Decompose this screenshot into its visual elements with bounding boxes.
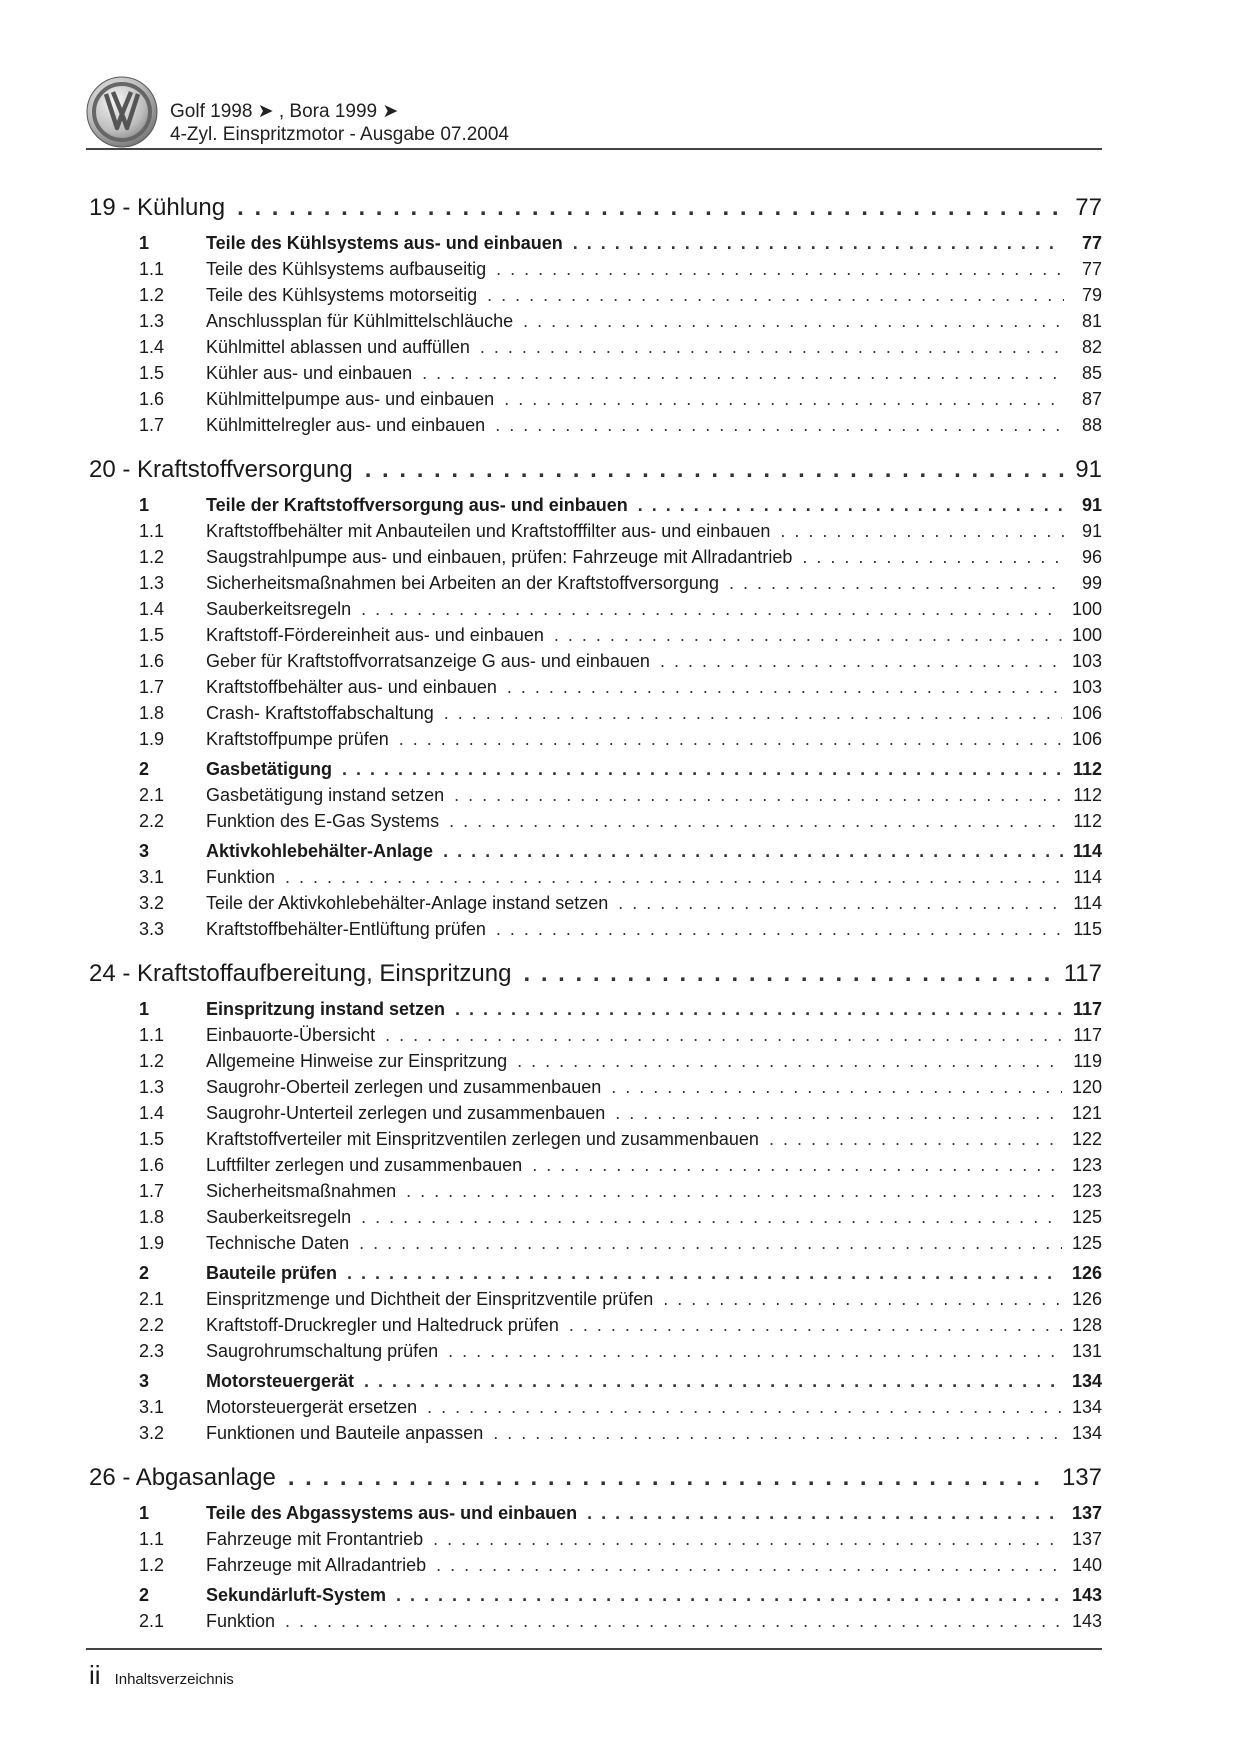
entry-title: Saugrohr-Unterteil zerlegen und zusammenbauen (206, 1103, 606, 1123)
dot-leader (285, 1608, 1062, 1634)
toc-subsection-entry[interactable] (89, 1312, 1102, 1338)
dot-leader (496, 916, 1063, 942)
entry-title: Kraftstoffpumpe prüfen (206, 729, 389, 749)
toc-subsection-entry[interactable] (89, 808, 1102, 834)
entry-title: Fahrzeuge mit Frontantrieb (206, 1529, 424, 1549)
entry-number: 1.5 (139, 363, 165, 383)
toc-chapter-heading[interactable] (89, 956, 1102, 992)
entry-number: 1.6 (139, 651, 165, 671)
entry-number: 1.1 (139, 1529, 165, 1549)
toc-subsection-entry[interactable] (89, 334, 1102, 360)
toc-subsection-entry[interactable] (89, 282, 1102, 308)
dot-leader (406, 1178, 1062, 1204)
dot-leader (618, 890, 1063, 916)
entry-page-number: 123 (1071, 1181, 1102, 1201)
entry-title: Kraftstoffbehälter mit Anbauteilen und Kraftstofffilter aus- und einbauen (206, 521, 771, 541)
dot-leader (780, 518, 1064, 544)
entry-page-number: 88 (1081, 415, 1102, 435)
dot-leader (729, 570, 1064, 596)
dot-leader (361, 596, 1062, 622)
toc-subsection-entry[interactable] (89, 916, 1102, 942)
toc-subsection-entry[interactable] (89, 864, 1102, 890)
entry-title: Sicherheitsmaßnahmen bei Arbeiten an der Kraftstoffversorgung (206, 573, 719, 593)
entry-title: Kraftstoffbehälter-Entlüftung prüfen (206, 919, 486, 939)
entry-page-number: 126 (1071, 1289, 1102, 1309)
toc-subsection-entry[interactable] (89, 700, 1102, 726)
toc-subsection-entry[interactable] (89, 1178, 1102, 1204)
entry-title: Kühler aus- und einbauen (206, 363, 413, 383)
entry-page-number: 131 (1071, 1341, 1102, 1361)
entry-page-number: 99 (1081, 573, 1102, 593)
entry-page-number: 114 (1072, 841, 1102, 861)
entry-title: Technische Daten (206, 1233, 350, 1253)
entry-page-number: 91 (1081, 495, 1102, 515)
entry-page-number: 121 (1071, 1103, 1102, 1123)
entry-page-number: 134 (1071, 1397, 1102, 1417)
toc-subsection-entry[interactable] (89, 622, 1102, 648)
entry-number: 1.4 (139, 337, 165, 357)
entry-page-number: 106 (1071, 703, 1102, 723)
entry-number: 1.8 (139, 1207, 165, 1227)
chapter-title: 26 - Abgasanlage (89, 1464, 276, 1491)
chapter-page-number: 117 (1063, 960, 1102, 987)
entry-page-number: 77 (1081, 259, 1102, 279)
entry-page-number: 114 (1073, 867, 1102, 887)
entry-page-number: 143 (1071, 1611, 1102, 1631)
header-engine-line: 4-Zyl. Einspritzmotor - Ausgabe 07.2004 (170, 124, 510, 145)
dot-leader (422, 360, 1064, 386)
entry-page-number: 112 (1073, 785, 1102, 805)
dot-leader (569, 1312, 1062, 1338)
entry-number: 3.2 (139, 893, 165, 913)
entry-title: Einspritzmenge und Dichtheit der Einspritzventile prüfen (206, 1289, 654, 1309)
dot-leader (396, 1582, 1062, 1608)
entry-number: 1.9 (139, 729, 165, 749)
dot-leader (495, 412, 1064, 438)
entry-title: Bauteile prüfen (206, 1263, 338, 1283)
toc-subsection-entry[interactable] (89, 1394, 1102, 1420)
entry-number: 2.1 (139, 1289, 165, 1309)
footer-divider (86, 1648, 1102, 1650)
toc-section-entry[interactable] (89, 996, 1102, 1022)
dot-leader (480, 334, 1064, 360)
entry-title: Funktionen und Bauteile anpassen (206, 1423, 484, 1443)
entry-number: 1 (139, 233, 150, 253)
entry-number: 1 (139, 495, 150, 515)
dot-leader (237, 190, 1064, 226)
dot-leader (444, 700, 1062, 726)
entry-page-number: 134 (1071, 1371, 1102, 1391)
dot-leader (517, 1048, 1063, 1074)
entry-title: Gasbetätigung (206, 759, 333, 779)
entry-page-number: 143 (1071, 1585, 1102, 1605)
entry-page-number: 125 (1071, 1233, 1102, 1253)
dot-leader (359, 1230, 1062, 1256)
entry-number: 1.4 (139, 1103, 165, 1123)
dot-leader (433, 1526, 1062, 1552)
entry-title: Teile des Abgassystems aus- und einbauen (206, 1503, 578, 1523)
entry-number: 1.7 (139, 677, 165, 697)
entry-number: 1.7 (139, 415, 165, 435)
entry-title: Funktion (206, 867, 276, 887)
toc-section-entry[interactable] (89, 1368, 1102, 1394)
entry-page-number: 114 (1073, 893, 1102, 913)
toc-chapter-heading[interactable] (89, 1460, 1102, 1496)
toc-subsection-entry[interactable] (89, 782, 1102, 808)
entry-number: 3.1 (139, 867, 165, 887)
toc-subsection-entry[interactable] (89, 412, 1102, 438)
entry-number: 1 (139, 1503, 150, 1523)
entry-title: Sekundärluft-System (206, 1585, 387, 1605)
entry-number: 1.5 (139, 1129, 165, 1149)
entry-title: Sauberkeitsregeln (206, 1207, 352, 1227)
entry-page-number: 112 (1073, 811, 1102, 831)
entry-title: Funktion (206, 1611, 276, 1631)
toc-subsection-entry[interactable] (89, 1100, 1102, 1126)
entry-number: 1.2 (139, 547, 165, 567)
toc-subsection-entry[interactable] (89, 544, 1102, 570)
dot-leader (285, 864, 1063, 890)
entry-number: 1.1 (139, 259, 165, 279)
toc-subsection-entry[interactable] (89, 1338, 1102, 1364)
entry-title: Kraftstoffbehälter aus- und einbauen (206, 677, 497, 697)
dot-leader (573, 230, 1064, 256)
toc-section-entry[interactable] (89, 1260, 1102, 1286)
toc-subsection-entry[interactable] (89, 1074, 1102, 1100)
chapter-page-number: 91 (1075, 456, 1102, 483)
toc-section-entry[interactable] (89, 1582, 1102, 1608)
entry-number: 1.5 (139, 625, 165, 645)
entry-title: Kraftstoffverteiler mit Einspritzventilen zerlegen und zusammenbauen (206, 1129, 759, 1149)
entry-number: 1.6 (139, 1155, 165, 1175)
entry-title: Teile des Kühlsystems aus- und einbauen (206, 233, 563, 253)
entry-page-number: 91 (1081, 521, 1102, 541)
entry-title: Teile der Aktivkohlebehälter-Anlage instand setzen (206, 893, 609, 913)
entry-title: Allgemeine Hinweise zur Einspritzung (206, 1051, 508, 1071)
entry-number: 2.1 (139, 785, 165, 805)
dot-leader (523, 308, 1064, 334)
chapter-title: 19 - Kühlung (89, 194, 226, 221)
dot-leader (507, 674, 1062, 700)
footer-page-number: ii (89, 1660, 101, 1690)
entry-number: 2.2 (139, 1315, 165, 1335)
dot-leader (523, 956, 1053, 992)
entry-number: 3 (139, 1371, 150, 1391)
entry-page-number: 126 (1071, 1263, 1102, 1283)
entry-number: 1.9 (139, 1233, 165, 1253)
toc-subsection-entry[interactable] (89, 1230, 1102, 1256)
entry-page-number: 81 (1081, 311, 1102, 331)
entry-page-number: 87 (1081, 389, 1102, 409)
entry-page-number: 103 (1071, 677, 1102, 697)
entry-number: 2.2 (139, 811, 165, 831)
entry-title: Kraftstoff-Druckregler und Haltedruck prüfen (206, 1315, 559, 1335)
entry-title: Crash- Kraftstoffabschaltung (206, 703, 434, 723)
dot-leader (493, 1420, 1062, 1446)
document-title (170, 100, 509, 146)
dot-leader (427, 1394, 1062, 1420)
toc-subsection-entry[interactable] (89, 648, 1102, 674)
entry-page-number: 115 (1073, 919, 1102, 939)
toc-subsection-entry[interactable] (89, 1552, 1102, 1578)
entry-number: 1.3 (139, 573, 165, 593)
entry-title: Teile der Kraftstoffversorgung aus- und einbauen (206, 495, 628, 515)
entry-page-number: 96 (1081, 547, 1102, 567)
page-header (86, 68, 1102, 150)
entry-page-number: 112 (1072, 759, 1102, 779)
dot-leader (342, 756, 1063, 782)
entry-title: Saugstrahlpumpe aus- und einbauen, prüfen: Fahrzeuge mit Allradantrieb (206, 547, 793, 567)
entry-title: Sicherheitsmaßnahmen (206, 1181, 397, 1201)
entry-title: Anschlussplan für Kühlmittelschläuche (206, 311, 514, 331)
toc-subsection-entry[interactable] (89, 1286, 1102, 1312)
dot-leader (455, 996, 1063, 1022)
entry-number: 2.1 (139, 1611, 165, 1631)
entry-number: 2.3 (139, 1341, 165, 1361)
entry-number: 2 (139, 759, 150, 779)
dot-leader (532, 1152, 1062, 1178)
chapter-page-number: 137 (1061, 1464, 1102, 1491)
dot-leader (399, 726, 1062, 752)
entry-title: Fahrzeuge mit Allradantrieb (206, 1555, 427, 1575)
entry-page-number: 125 (1071, 1207, 1102, 1227)
entry-page-number: 123 (1071, 1155, 1102, 1175)
page-footer (89, 1660, 234, 1691)
entry-page-number: 100 (1071, 625, 1102, 645)
entry-number: 1.6 (139, 389, 165, 409)
entry-title: Kühlmittelpumpe aus- und einbauen (206, 389, 495, 409)
chapter-title: 20 - Kraftstoffversorgung (89, 456, 353, 483)
dot-leader (347, 1260, 1062, 1286)
entry-page-number: 128 (1071, 1315, 1102, 1335)
toc-subsection-entry[interactable] (89, 1608, 1102, 1634)
entry-title: Teile des Kühlsystems motorseitig (206, 285, 478, 305)
entry-title: Motorsteuergerät (206, 1371, 355, 1391)
entry-page-number: 134 (1071, 1423, 1102, 1443)
dot-leader (454, 782, 1063, 808)
dot-leader (802, 544, 1064, 570)
entry-number: 2 (139, 1585, 150, 1605)
entry-title: Kühlmittelregler aus- und einbauen (206, 415, 486, 435)
dot-leader (660, 648, 1062, 674)
toc-subsection-entry[interactable] (89, 386, 1102, 412)
toc-subsection-entry[interactable] (89, 570, 1102, 596)
toc-subsection-entry[interactable] (89, 1126, 1102, 1152)
dot-leader (361, 1204, 1062, 1230)
vw-logo-icon (86, 76, 158, 148)
entry-number: 1.4 (139, 599, 165, 619)
toc-subsection-entry[interactable] (89, 256, 1102, 282)
entry-title: Kühlmittel ablassen und auffüllen (206, 337, 470, 357)
entry-page-number: 103 (1071, 651, 1102, 671)
dot-leader (611, 1074, 1062, 1100)
dot-leader (638, 492, 1064, 518)
entry-number: 1.2 (139, 285, 165, 305)
entry-page-number: 77 (1081, 233, 1102, 253)
table-of-contents (89, 190, 1102, 1648)
dot-leader (365, 452, 1064, 488)
toc-section-entry[interactable] (89, 230, 1102, 256)
dot-leader (504, 386, 1064, 412)
toc-chapter-heading[interactable] (89, 190, 1102, 226)
dot-leader (587, 1500, 1062, 1526)
toc-subsection-entry[interactable] (89, 726, 1102, 752)
toc-subsection-entry[interactable] (89, 518, 1102, 544)
toc-chapter (89, 190, 1102, 438)
dot-leader (663, 1286, 1062, 1312)
entry-page-number: 120 (1071, 1077, 1102, 1097)
entry-title: Luftfilter zerlegen und zusammenbauen (206, 1155, 523, 1175)
toc-subsection-entry[interactable] (89, 1526, 1102, 1552)
entry-number: 2 (139, 1263, 150, 1283)
toc-subsection-entry[interactable] (89, 360, 1102, 386)
entry-page-number: 119 (1073, 1051, 1102, 1071)
dot-leader (443, 838, 1063, 864)
dot-leader (385, 1022, 1063, 1048)
toc-section-entry[interactable] (89, 492, 1102, 518)
dot-leader (554, 622, 1062, 648)
entry-title: Einbauorte-Übersicht (206, 1025, 376, 1045)
entry-number: 3.3 (139, 919, 165, 939)
toc-chapter (89, 1460, 1102, 1634)
toc-chapter (89, 956, 1102, 1446)
entry-number: 1.3 (139, 1077, 165, 1097)
entry-number: 3.1 (139, 1397, 165, 1417)
header-vehicle-line: Golf 1998 ➤ , Bora 1999 ➤ (170, 101, 399, 122)
entry-title: Teile des Kühlsystems aufbauseitig (206, 259, 487, 279)
entry-page-number: 106 (1071, 729, 1102, 749)
entry-title: Einspritzung instand setzen (206, 999, 446, 1019)
toc-subsection-entry[interactable] (89, 890, 1102, 916)
entry-title: Aktivkohlebehälter-Anlage (206, 841, 434, 861)
entry-page-number: 79 (1081, 285, 1102, 305)
dot-leader (436, 1552, 1062, 1578)
entry-page-number: 117 (1073, 1025, 1102, 1045)
chapter-title: 24 - Kraftstoffaufbereitung, Einspritzung (89, 960, 512, 987)
entry-number: 1.3 (139, 311, 165, 331)
header-divider (86, 148, 1102, 150)
dot-leader (487, 282, 1064, 308)
entry-number: 3 (139, 841, 150, 861)
entry-page-number: 82 (1081, 337, 1102, 357)
entry-number: 1.2 (139, 1051, 165, 1071)
dot-leader (448, 1338, 1062, 1364)
entry-page-number: 100 (1071, 599, 1102, 619)
entry-title: Funktion des E-Gas Systems (206, 811, 440, 831)
toc-section-entry[interactable] (89, 838, 1102, 864)
entry-title: Saugrohrumschaltung prüfen (206, 1341, 439, 1361)
entry-page-number: 122 (1071, 1129, 1102, 1149)
toc-subsection-entry[interactable] (89, 1420, 1102, 1446)
dot-leader (615, 1100, 1062, 1126)
entry-page-number: 140 (1071, 1555, 1102, 1575)
entry-page-number: 137 (1071, 1529, 1102, 1549)
toc-subsection-entry[interactable] (89, 1022, 1102, 1048)
entry-page-number: 137 (1071, 1503, 1102, 1523)
toc-chapter-heading[interactable] (89, 452, 1102, 488)
entry-page-number: 85 (1081, 363, 1102, 383)
toc-chapter (89, 452, 1102, 942)
entry-title: Geber für Kraftstoffvorratsanzeige G aus- und einbauen (206, 651, 650, 671)
toc-section-entry[interactable] (89, 756, 1102, 782)
entry-title: Motorsteuergerät ersetzen (206, 1397, 418, 1417)
entry-title: Saugrohr-Oberteil zerlegen und zusammenbauen (206, 1077, 602, 1097)
chapter-page-number: 77 (1075, 194, 1102, 221)
entry-number: 1.8 (139, 703, 165, 723)
entry-number: 1 (139, 999, 150, 1019)
dot-leader (496, 256, 1064, 282)
entry-number: 3.2 (139, 1423, 165, 1443)
toc-subsection-entry[interactable] (89, 1152, 1102, 1178)
toc-subsection-entry[interactable] (89, 596, 1102, 622)
dot-leader (364, 1368, 1062, 1394)
footer-section-label: Inhaltsverzeichnis (114, 1671, 234, 1688)
entry-title: Gasbetätigung instand setzen (206, 785, 445, 805)
entry-number: 1.2 (139, 1555, 165, 1575)
toc-subsection-entry[interactable] (89, 1204, 1102, 1230)
dot-leader (769, 1126, 1062, 1152)
dot-leader (288, 1460, 1052, 1496)
entry-title: Sauberkeitsregeln (206, 599, 352, 619)
entry-title: Kraftstoff-Fördereinheit aus- und einbauen (206, 625, 544, 645)
entry-page-number: 117 (1072, 999, 1102, 1019)
toc-subsection-entry[interactable] (89, 674, 1102, 700)
entry-number: 1.7 (139, 1181, 165, 1201)
toc-section-entry[interactable] (89, 1500, 1102, 1526)
entry-number: 1.1 (139, 521, 165, 541)
toc-subsection-entry[interactable] (89, 1048, 1102, 1074)
dot-leader (449, 808, 1063, 834)
entry-number: 1.1 (139, 1025, 165, 1045)
toc-subsection-entry[interactable] (89, 308, 1102, 334)
